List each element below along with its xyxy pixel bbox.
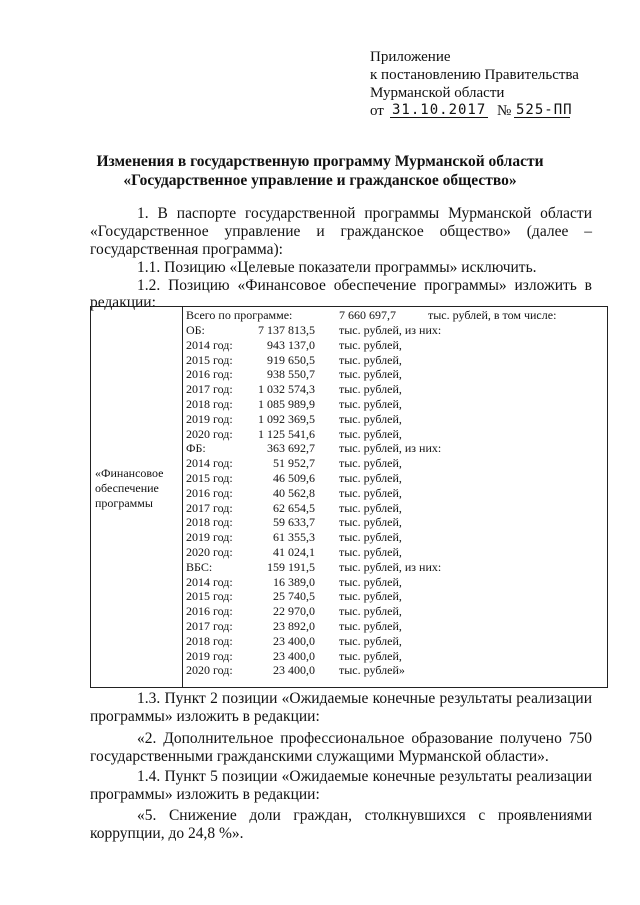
table-row bbox=[186, 338, 604, 353]
row-label: ФБ: bbox=[186, 441, 206, 456]
row-label: 2020 год: bbox=[186, 663, 233, 678]
header-line-resolution: к постановлению Правительства bbox=[370, 67, 579, 83]
table-row bbox=[186, 649, 604, 664]
row-unit: тыс. рублей, bbox=[339, 530, 402, 545]
row-unit: тыс. рублей, bbox=[339, 574, 402, 589]
table-row bbox=[186, 545, 604, 560]
row-unit: тыс. рублей, из них: bbox=[339, 441, 442, 456]
row-label: 2019 год: bbox=[186, 648, 233, 663]
row-unit: тыс. рублей, bbox=[339, 604, 402, 619]
p13-quote-line1: «2. Дополнительное профессиональное образование получено 750 bbox=[137, 730, 592, 747]
table-row bbox=[186, 471, 604, 486]
left-label-line: «Финансовое bbox=[95, 466, 164, 480]
total-unit: тыс. рублей, в том числе: bbox=[428, 308, 557, 322]
row-value: 40 562,8 bbox=[273, 485, 315, 500]
row-label: 2014 год: bbox=[186, 456, 233, 471]
row-value: 23 892,0 bbox=[273, 619, 315, 633]
table-column-divider bbox=[182, 306, 183, 688]
table-row bbox=[186, 382, 604, 397]
row-unit: тыс. рублей, из них: bbox=[339, 323, 442, 337]
row-value: 1 125 541,6 bbox=[258, 426, 315, 441]
number-value: 525-ПП bbox=[516, 102, 573, 118]
document-title-line2: «Государственное управление и гражданское общество» bbox=[123, 172, 517, 189]
row-label: 2020 год: bbox=[186, 426, 233, 441]
row-unit: тыс. рублей, из них: bbox=[339, 559, 442, 574]
table-row bbox=[186, 412, 604, 427]
row-value: 46 509,6 bbox=[273, 471, 315, 485]
table-left-cell bbox=[95, 466, 179, 511]
table-row bbox=[186, 634, 604, 649]
p1-line3: государственная программа): bbox=[90, 241, 283, 258]
p14-line2: программы» изложить в редакции: bbox=[90, 786, 320, 803]
row-label: 2019 год: bbox=[186, 411, 233, 426]
row-value: 22 970,0 bbox=[273, 604, 315, 619]
row-label: 2020 год: bbox=[186, 545, 233, 559]
header-line-appendix: Приложение bbox=[370, 49, 451, 65]
row-value: 25 740,5 bbox=[273, 589, 315, 604]
row-unit: тыс. рублей, bbox=[339, 382, 402, 397]
row-unit: тыс. рублей, bbox=[339, 411, 402, 426]
row-value: 23 400,0 bbox=[273, 663, 315, 678]
row-label: 2016 год: bbox=[186, 367, 233, 382]
row-label: 2017 год: bbox=[186, 619, 233, 633]
row-label: 2017 год: bbox=[186, 382, 233, 397]
row-value: 1 032 574,3 bbox=[258, 382, 315, 397]
table-row bbox=[186, 575, 604, 590]
table-row bbox=[186, 323, 604, 338]
p14-quote-line1: «5. Снижение доли граждан, столкнувшихся с проявлениями bbox=[137, 807, 592, 824]
row-label: 2015 год: bbox=[186, 352, 233, 367]
row-unit: тыс. рублей, bbox=[339, 515, 402, 530]
table-row bbox=[186, 486, 604, 501]
row-value: 363 692,7 bbox=[267, 441, 315, 456]
p12-line2: редакции: bbox=[90, 294, 156, 311]
table-row bbox=[186, 353, 604, 368]
total-value: 7 660 697,7 bbox=[339, 308, 396, 322]
p12-line1: 1.2. Позицию «Финансовое обеспечение программы» изложить в bbox=[137, 277, 592, 294]
row-label: 2018 год: bbox=[186, 633, 233, 648]
row-value: 1 085 989,9 bbox=[258, 397, 315, 411]
number-underline bbox=[514, 117, 570, 118]
row-unit: тыс. рублей, bbox=[339, 337, 402, 352]
row-label: 2017 год: bbox=[186, 500, 233, 515]
table-row bbox=[186, 663, 604, 678]
number-prefix: № bbox=[497, 103, 512, 119]
row-value: 62 654,5 bbox=[273, 500, 315, 515]
document-title-line1: Изменения в государственную программу Мурманской области bbox=[96, 153, 544, 170]
row-value: 23 400,0 bbox=[273, 648, 315, 663]
p14-line1: 1.4. Пункт 5 позиции «Ожидаемые конечные результаты реализации bbox=[137, 768, 592, 785]
row-value: 919 650,5 bbox=[267, 352, 315, 367]
row-label: 2018 год: bbox=[186, 515, 233, 530]
p11: 1.1. Позицию «Целевые показатели программы» исключить. bbox=[137, 259, 537, 276]
row-value: 51 952,7 bbox=[273, 456, 315, 471]
date-value: 31.10.2017 bbox=[392, 102, 487, 118]
row-value: 943 137,0 bbox=[267, 337, 315, 352]
row-label: ОБ: bbox=[186, 323, 205, 337]
row-label: 2015 год: bbox=[186, 471, 233, 485]
row-unit: тыс. рублей» bbox=[339, 663, 405, 678]
row-label: 2016 год: bbox=[186, 485, 233, 500]
row-unit: тыс. рублей, bbox=[339, 589, 402, 604]
row-label: 2018 год: bbox=[186, 397, 233, 411]
p1-line2: «Государственное управление и гражданское общество» (далее – bbox=[90, 223, 592, 240]
row-unit: тыс. рублей, bbox=[339, 471, 402, 485]
left-label-line: обеспечение bbox=[95, 481, 159, 495]
row-unit: тыс. рублей, bbox=[339, 456, 402, 471]
date-prefix: от bbox=[370, 103, 384, 119]
row-unit: тыс. рублей, bbox=[339, 648, 402, 663]
table-row bbox=[186, 367, 604, 382]
table-row bbox=[186, 397, 604, 412]
row-unit: тыс. рублей, bbox=[339, 485, 402, 500]
row-unit: тыс. рублей, bbox=[339, 619, 402, 633]
row-value: 1 092 369,5 bbox=[258, 411, 315, 426]
row-unit: тыс. рублей, bbox=[339, 352, 402, 367]
total-label: Всего по программе: bbox=[186, 308, 293, 322]
table-row-total bbox=[186, 308, 604, 323]
row-unit: тыс. рублей, bbox=[339, 545, 402, 559]
row-value: 23 400,0 bbox=[273, 633, 315, 648]
row-value: 16 389,0 bbox=[273, 574, 315, 589]
p13-line1: 1.3. Пункт 2 позиции «Ожидаемые конечные результаты реализации bbox=[137, 690, 592, 707]
table-row bbox=[186, 619, 604, 634]
header-line-region: Мурманской области bbox=[370, 85, 505, 101]
p14-quote-line2: коррупции, до 24,8 %». bbox=[90, 825, 244, 842]
row-unit: тыс. рублей, bbox=[339, 397, 402, 411]
row-value: 159 191,5 bbox=[267, 559, 315, 574]
row-label: ВБС: bbox=[186, 559, 213, 574]
table-row bbox=[186, 530, 604, 545]
table-row bbox=[186, 456, 604, 471]
left-label-line: программы bbox=[95, 496, 153, 510]
table-row bbox=[186, 427, 604, 442]
table-row bbox=[186, 604, 604, 619]
header-date-line bbox=[370, 102, 573, 120]
row-value: 7 137 813,5 bbox=[258, 323, 315, 337]
p1-line1: 1. В паспорте государственной программы Мурманской области bbox=[137, 205, 592, 222]
row-value: 938 550,7 bbox=[267, 367, 315, 382]
row-value: 41 024,1 bbox=[273, 545, 315, 559]
table-row bbox=[186, 589, 604, 604]
row-label: 2019 год: bbox=[186, 530, 233, 545]
row-value: 61 355,3 bbox=[273, 530, 315, 545]
row-label: 2015 год: bbox=[186, 589, 233, 604]
date-underline bbox=[390, 117, 488, 118]
row-label: 2014 год: bbox=[186, 337, 233, 352]
table-row bbox=[186, 515, 604, 530]
p13-line2: программы» изложить в редакции: bbox=[90, 708, 320, 725]
table-row bbox=[186, 560, 604, 575]
row-label: 2014 год: bbox=[186, 574, 233, 589]
p13-quote-line2: государственными гражданскими служащими Мурманской области». bbox=[90, 748, 549, 765]
row-unit: тыс. рублей, bbox=[339, 500, 402, 515]
table-row bbox=[186, 501, 604, 516]
row-value: 59 633,7 bbox=[273, 515, 315, 530]
row-unit: тыс. рублей, bbox=[339, 367, 402, 382]
row-label: 2016 год: bbox=[186, 604, 233, 619]
table-row bbox=[186, 441, 604, 456]
row-unit: тыс. рублей, bbox=[339, 426, 402, 441]
row-unit: тыс. рублей, bbox=[339, 633, 402, 648]
